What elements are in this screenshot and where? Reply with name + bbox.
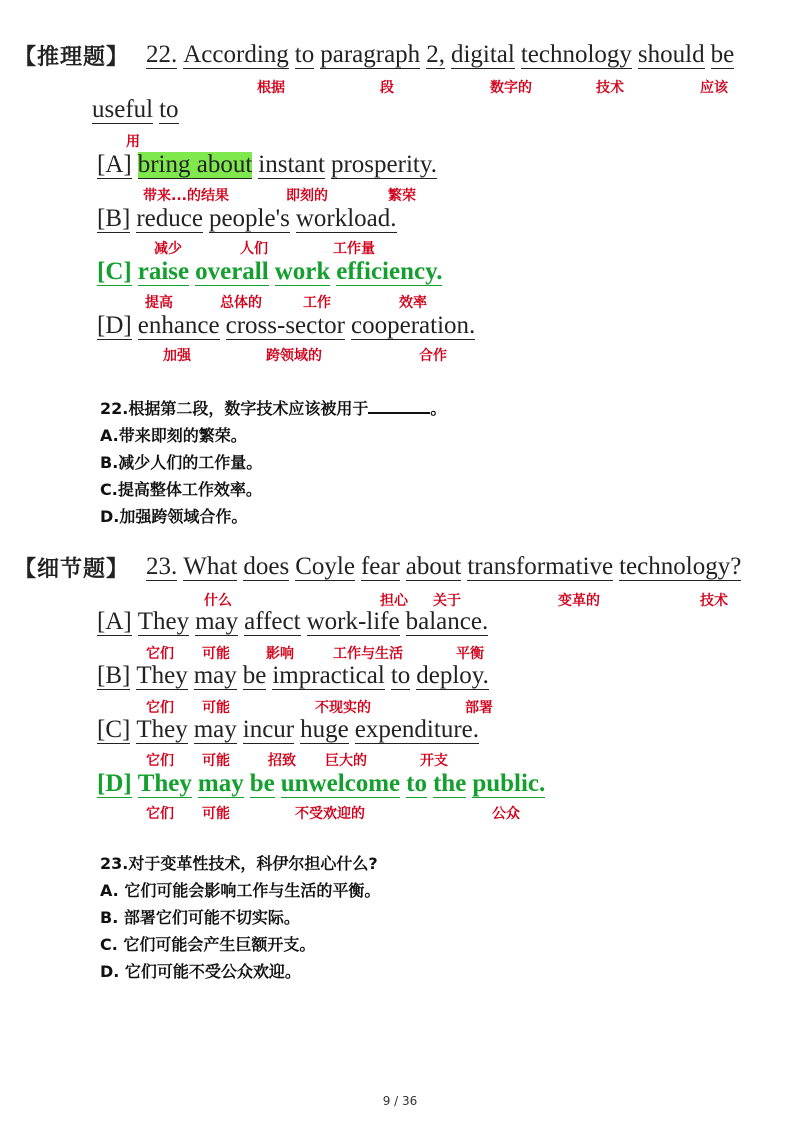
word: 23. <box>146 553 178 580</box>
word: to <box>406 770 427 797</box>
gloss: 减少 <box>154 241 182 257</box>
gloss: 工作 <box>303 295 331 311</box>
word: They <box>136 662 188 689</box>
option-label: [B] <box>97 205 131 232</box>
translation-option: C.提高整体工作效率。 <box>100 480 262 499</box>
word: about <box>405 553 462 580</box>
word: to <box>159 96 179 123</box>
word: may <box>197 770 244 797</box>
translation-stem: 23.对于变革性技术，科伊尔担心什么? <box>100 854 378 873</box>
gloss: 合作 <box>419 348 447 364</box>
word: overall <box>195 258 269 285</box>
word: incur <box>242 716 295 743</box>
gloss: 工作与生活 <box>333 646 403 662</box>
word: people's <box>208 205 290 232</box>
gloss: 总体的 <box>220 295 262 311</box>
q22-option-d <box>97 311 481 341</box>
gloss: 加强 <box>163 348 191 364</box>
option-label: [D] <box>97 770 132 797</box>
gloss: 跨领域的 <box>266 348 322 364</box>
word: impractical <box>272 662 385 689</box>
word: may <box>193 662 237 689</box>
gloss: 公众 <box>492 806 520 822</box>
word: prosperity. <box>330 151 437 178</box>
word: be <box>242 662 267 689</box>
word: deploy. <box>416 662 489 689</box>
gloss: 可能 <box>202 646 230 662</box>
word: raise <box>137 258 190 285</box>
word: public. <box>472 770 546 797</box>
gloss: 它们 <box>146 646 174 662</box>
word: be <box>710 41 735 68</box>
word: technology <box>520 41 632 68</box>
option-label: [C] <box>97 716 131 743</box>
word: digital <box>450 41 515 68</box>
word: work-life <box>306 608 400 635</box>
word: Coyle <box>295 553 355 580</box>
word: useful <box>92 96 154 123</box>
highlighted-word: bring about <box>137 151 253 178</box>
translation-option: A. 它们可能会影响工作与生活的平衡。 <box>100 881 381 900</box>
gloss: 可能 <box>202 700 230 716</box>
gloss: 带来...的结果 <box>143 188 229 204</box>
translation-option: B.减少人们的工作量。 <box>100 453 263 472</box>
word: They <box>137 770 192 797</box>
q23-option-b <box>97 661 495 691</box>
word: does <box>243 553 290 580</box>
word: should <box>637 41 705 68</box>
word: They <box>137 608 190 635</box>
word: cooperation. <box>351 312 476 339</box>
gloss: 它们 <box>146 700 174 716</box>
gloss: 应该 <box>700 80 728 96</box>
word: work <box>274 258 331 285</box>
word: the <box>432 770 467 797</box>
word: enhance <box>137 312 220 339</box>
word: 2, <box>426 41 445 68</box>
gloss: 提高 <box>145 295 173 311</box>
q23-option-d-answer <box>97 769 551 799</box>
option-label: [D] <box>97 312 132 339</box>
word: may <box>195 608 239 635</box>
gloss: 关于 <box>433 593 461 609</box>
gloss: 不受欢迎的 <box>295 806 365 822</box>
gloss: 不现实的 <box>315 700 371 716</box>
gloss: 招致 <box>268 753 296 769</box>
gloss: 变革的 <box>558 593 600 609</box>
word: be <box>249 770 275 797</box>
gloss: 数字的 <box>490 80 532 96</box>
translation-option: D.加强跨领域合作。 <box>100 507 248 526</box>
word: unwelcome <box>280 770 401 797</box>
gloss: 什么 <box>204 593 232 609</box>
word: cross-sector <box>225 312 346 339</box>
word: reduce <box>136 205 203 232</box>
gloss: 影响 <box>266 646 294 662</box>
word: huge <box>300 716 349 743</box>
word: transformative <box>467 553 614 580</box>
gloss: 部署 <box>465 700 493 716</box>
gloss: 可能 <box>202 806 230 822</box>
q23-option-c <box>97 715 485 745</box>
gloss: 它们 <box>146 806 174 822</box>
word: may <box>193 716 237 743</box>
gloss: 平衡 <box>456 646 484 662</box>
gloss: 巨大的 <box>325 753 367 769</box>
option-label: [A] <box>97 151 132 178</box>
gloss: 它们 <box>146 753 174 769</box>
gloss: 效率 <box>399 295 427 311</box>
word: expenditure. <box>354 716 479 743</box>
gloss: 即刻的 <box>286 188 328 204</box>
word: paragraph <box>320 41 421 68</box>
word: What <box>183 553 238 580</box>
translation-stem: 22.根据第二段，数字技术应该被用于 。 <box>100 399 447 418</box>
translation-option: A.带来即刻的繁荣。 <box>100 426 247 445</box>
gloss: 工作量 <box>333 241 375 257</box>
option-label: [B] <box>97 662 131 689</box>
q22-stem-line2 <box>92 95 185 125</box>
word: efficiency. <box>336 258 443 285</box>
word: fear <box>360 553 400 580</box>
translation-option: C. 它们可能会产生巨额开支。 <box>100 935 316 954</box>
word: They <box>136 716 188 743</box>
word: balance. <box>405 608 489 635</box>
gloss: 担心 <box>380 593 408 609</box>
q22-option-a <box>97 150 443 180</box>
page-number: 9 / 36 <box>382 1094 418 1108</box>
q23-stem <box>146 552 747 582</box>
word: technology? <box>619 553 742 580</box>
gloss: 可能 <box>202 753 230 769</box>
word: to <box>294 41 315 68</box>
word: affect <box>244 608 301 635</box>
word: According <box>183 41 289 68</box>
word: 22. <box>146 41 178 68</box>
gloss: 用 <box>126 134 140 150</box>
q22-option-c-answer <box>97 257 448 287</box>
q22-translation <box>100 395 446 530</box>
answer-blank <box>368 398 430 414</box>
word: to <box>390 662 411 689</box>
gloss: 人们 <box>240 241 268 257</box>
gloss: 技术 <box>596 80 624 96</box>
gloss: 开支 <box>420 753 448 769</box>
gloss: 根据 <box>257 80 285 96</box>
q22-stem-line1 <box>146 40 740 70</box>
gloss: 繁荣 <box>388 188 416 204</box>
q22-option-b <box>97 204 403 234</box>
word: instant <box>258 151 325 178</box>
gloss: 段 <box>380 80 394 96</box>
q23-option-a <box>97 607 494 637</box>
option-label: [A] <box>97 608 132 635</box>
q22-type-tag: 【推理题】 <box>14 45 130 70</box>
translation-option: D. 它们可能不受公众欢迎。 <box>100 962 301 981</box>
q23-type-tag: 【细节题】 <box>14 557 130 582</box>
q23-translation <box>100 850 380 985</box>
translation-option: B. 部署它们可能不切实际。 <box>100 908 300 927</box>
option-label: [C] <box>97 258 132 285</box>
word: workload. <box>295 205 397 232</box>
gloss: 技术 <box>700 593 728 609</box>
